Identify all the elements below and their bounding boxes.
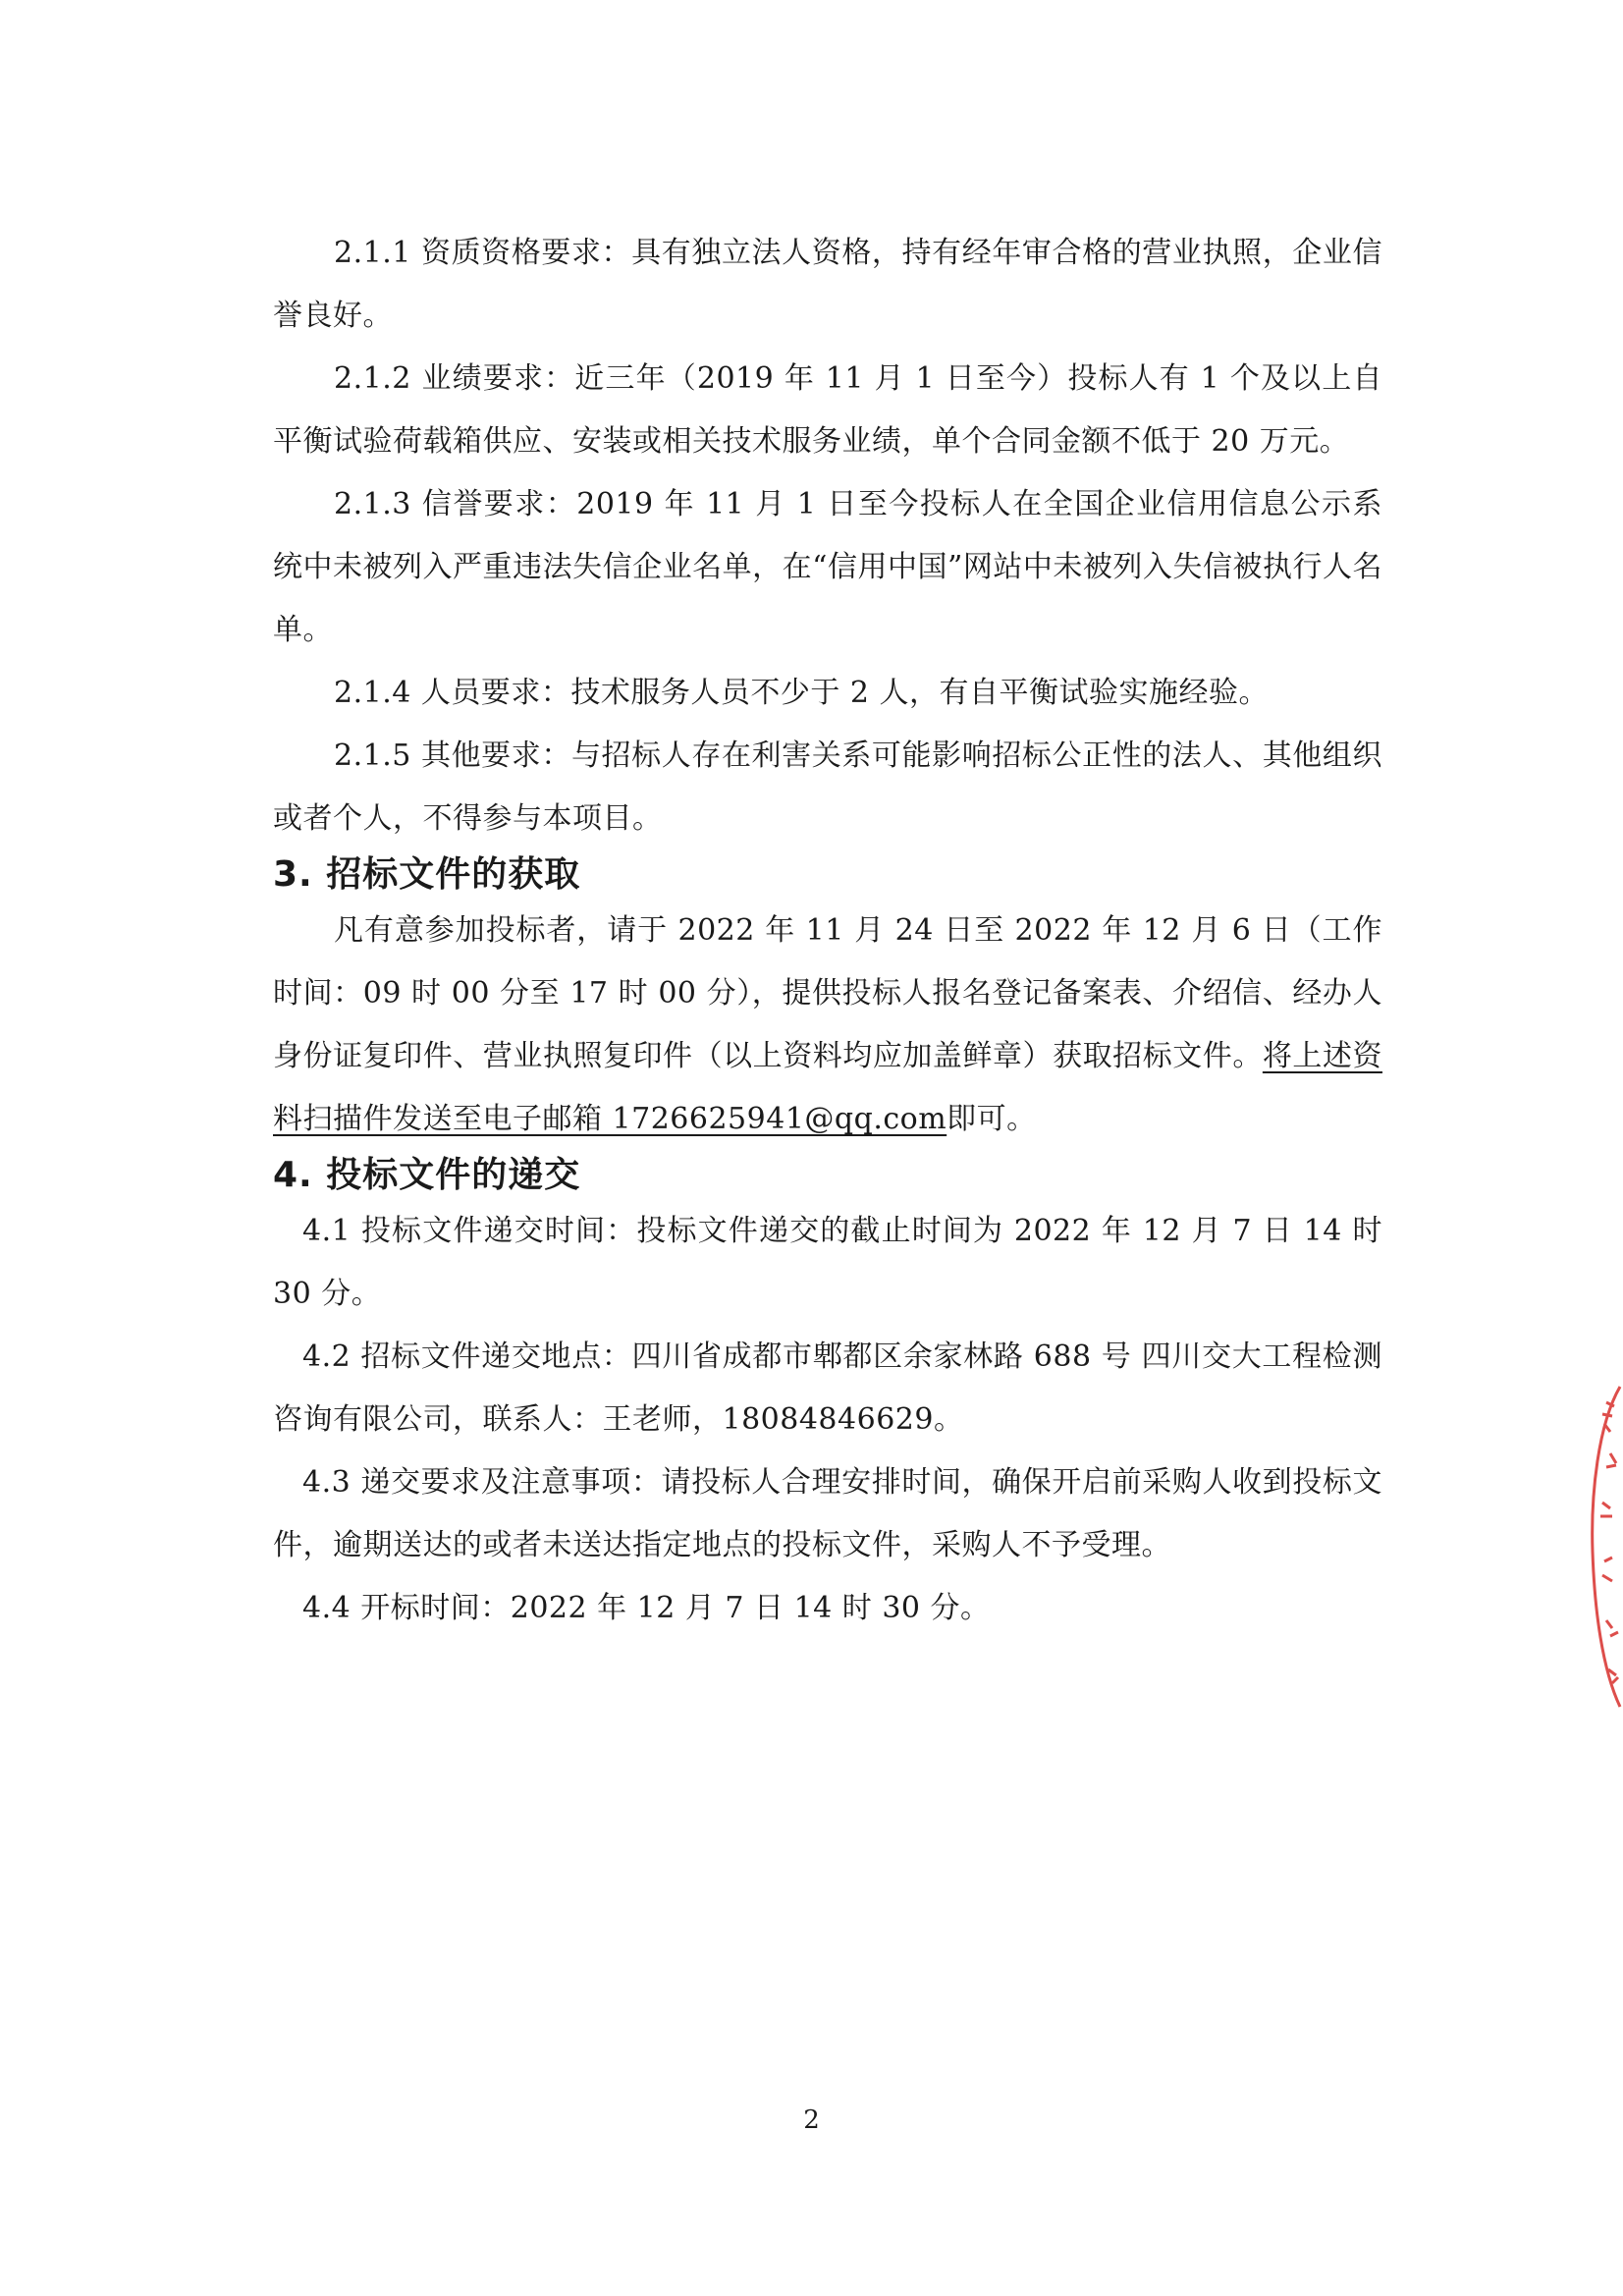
requirement-2-1-2: 2.1.2 业绩要求：近三年（2019 年 11 月 1 日至今）投标人有 1 个及以上自平衡试验荷载箱供应、安装或相关技术服务业绩，单个合同金额不低于 20 万元。	[273, 361, 1382, 459]
submission-item-4-1: 4.1 投标文件递交时间：投标文件递交的截止时间为 2022 年 12 月 7 日 14 时 30 分。	[273, 1214, 1382, 1311]
page-number: 2	[803, 2105, 820, 2135]
seal-stamp-graphic	[1581, 1385, 1623, 1709]
requirement-2-1-5: 2.1.5 其他要求：与招标人存在利害关系可能影响招标公正性的法人、其他组织或者个人，不得参与本项目。	[273, 738, 1382, 836]
section-3-heading: 3. 招标文件的获取	[273, 854, 581, 895]
section-3-body	[273, 900, 1382, 1151]
submission-item-4-3: 4.3 递交要求及注意事项：请投标人合理安排时间，确保开启前采购人收到投标文件，逾期送达的或者未送达指定地点的投标文件，采购人不予受理。	[273, 1465, 1382, 1562]
requirement-2-1-4: 2.1.4 人员要求：技术服务人员不少于 2 人，有自平衡试验实施经验。	[334, 676, 1270, 710]
seal-stamp-edge	[1581, 1385, 1623, 1709]
section-3-body-suffix: 即可。	[947, 1102, 1037, 1136]
document-body	[273, 222, 1382, 1640]
requirement-2-1-3: 2.1.3 信誉要求：2019 年 11 月 1 日至今投标人在全国企业信用信息公示系统中未被列入严重违法失信企业名单，在“信用中国”网站中未被列入失信被执行人名单。	[273, 487, 1382, 647]
section-3-body-prefix: 凡有意参加投标者，请于 2022 年 11 月 24 日至 2022 年 12 月 6 日（工作时间：09 时 00 分至 17 时 00 分），提供投标人报名登记备案表、介绍信、经办人身份证复印件、营业执照复印件（以上资料均应加盖鲜章）获取招标文件。	[273, 913, 1382, 1073]
submission-item-4-2: 4.2 招标文件递交地点：四川省成都市郫都区余家林路 688 号 四川交大工程检测咨询有限公司，联系人：王老师，18084846629。	[273, 1339, 1382, 1437]
section-4-heading: 4. 投标文件的递交	[273, 1155, 581, 1195]
email-instruction: 将上述资料扫描件发送至电子邮箱 1726625941@qq.com	[273, 1039, 1383, 1136]
submission-item-4-4: 4.4 开标时间：2022 年 12 月 7 日 14 时 30 分。	[302, 1591, 991, 1625]
requirement-2-1-1: 2.1.1 资质资格要求：具有独立法人资格，持有经年审合格的营业执照，企业信誉良好。	[273, 236, 1382, 333]
